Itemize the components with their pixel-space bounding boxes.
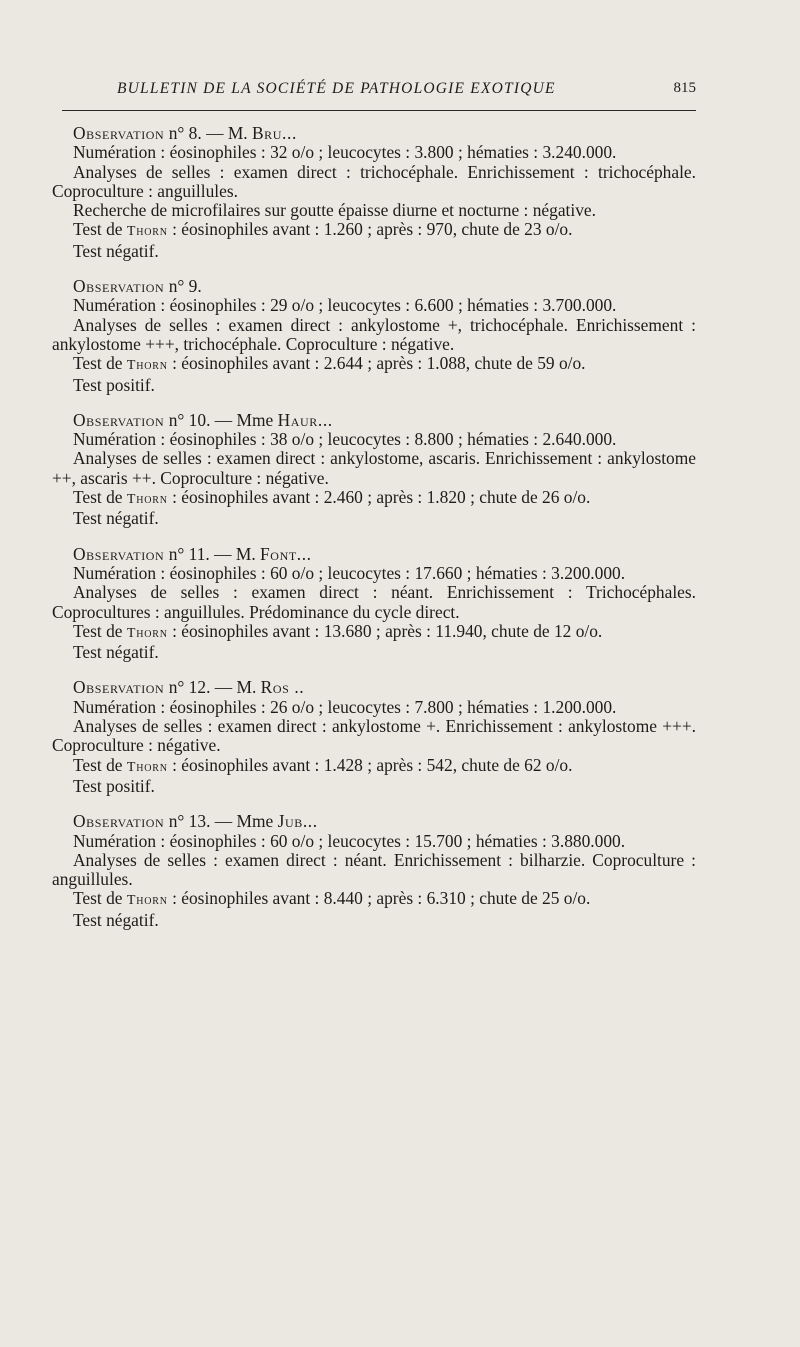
test-result: Test négatif. — [73, 642, 159, 663]
test-result: Test positif. — [73, 374, 155, 395]
microfilaires: Recherche de microfilaires sur goutte épaisse diurne et nocturne : négative. — [73, 200, 596, 221]
test-result: Test négatif. — [73, 909, 159, 930]
analyses-selles: Analyses de selles : examen direct : ankylostome +, trichocéphale. Enrichissement : ankylostome +++, trichocéphale. Coproculture : négative. — [52, 314, 696, 354]
numeration: Numération : éosinophiles : 60 o/o ; leucocytes : 17.660 ; hématies : 3.200.000. — [73, 562, 626, 583]
observation-11 — [52, 545, 696, 663]
numeration: Numération : éosinophiles : 29 o/o ; leucocytes : 6.600 ; hématies : 3.700.000. — [73, 295, 617, 316]
thorn-test: Test de Thorn : éosinophiles avant : 1.428 ; après : 542, chute de 62 o/o. — [73, 754, 573, 775]
observation-title: Observation n° 13. — Mme Jub... — [73, 811, 318, 832]
page-number: 815 — [673, 80, 696, 96]
thorn-test: Test de Thorn : éosinophiles avant : 1.260 ; après : 970, chute de 23 o/o. — [73, 219, 573, 240]
observation-13 — [52, 812, 696, 930]
thorn-test: Test de Thorn : éosinophiles avant : 2.644 ; après : 1.088, chute de 59 o/o. — [73, 353, 586, 374]
observation-title: Observation n° 12. — M. Ros .. — [73, 677, 305, 698]
analyses-selles: Analyses de selles : examen direct : néant. Enrichissement : Trichocéphales. Coprocultures : anguillules. Prédominance du cycle direct. — [52, 582, 696, 622]
thorn-test: Test de Thorn : éosinophiles avant : 13.680 ; après : 11.940, chute de 12 o/o. — [73, 620, 603, 641]
analyses-selles: Analyses de selles : examen direct : ankylostome, ascaris. Enrichissement : ankylostome ++, ascaris ++. Coproculture : négative. — [52, 448, 696, 488]
observation-title: Observation n° 8. — M. Bru... — [73, 123, 297, 143]
header-rule — [62, 110, 696, 111]
observation-title: Observation n° 10. — Mme Haur... — [73, 409, 333, 430]
observation-title: Observation n° 11. — M. Font... — [73, 543, 312, 564]
running-head: BULLETIN DE LA SOCIÉTÉ DE PATHOLOGIE EXOTIQUE — [117, 80, 556, 97]
thorn-test: Test de Thorn : éosinophiles avant : 2.460 ; après : 1.820 ; chute de 26 o/o. — [73, 487, 591, 508]
observation-9 — [52, 277, 696, 395]
numeration: Numération : éosinophiles : 60 o/o ; leucocytes : 15.700 ; hématies : 3.880.000. — [73, 830, 626, 851]
observation-8 — [52, 124, 696, 261]
observation-12 — [52, 678, 696, 796]
analyses-selles: Analyses de selles : examen direct : trichocéphale. Enrichissement : trichocéphale. Coproculture : anguillules. — [52, 161, 696, 201]
numeration: Numération : éosinophiles : 32 o/o ; leucocytes : 3.800 ; hématies : 3.240.000. — [73, 142, 617, 163]
observation-title: Observation n° 9. — [73, 276, 202, 297]
test-result: Test négatif. — [73, 508, 159, 529]
test-result: Test négatif. — [73, 240, 159, 261]
observation-10 — [52, 411, 696, 529]
analyses-selles: Analyses de selles : examen direct : néant. Enrichissement : bilharzie. Coproculture : anguillules. — [52, 849, 696, 890]
numeration: Numération : éosinophiles : 38 o/o ; leucocytes : 8.800 ; hématies : 2.640.000. — [73, 429, 617, 450]
article-body — [52, 124, 696, 946]
numeration: Numération : éosinophiles : 26 o/o ; leucocytes : 7.800 ; hématies : 1.200.000. — [73, 696, 617, 717]
analyses-selles: Analyses de selles : examen direct : ankylostome +. Enrichissement : ankylostome +++. Coproculture : négative. — [52, 716, 696, 756]
page-header — [62, 80, 696, 104]
thorn-test: Test de Thorn : éosinophiles avant : 8.440 ; après : 6.310 ; chute de 25 o/o. — [73, 888, 591, 909]
test-result: Test positif. — [73, 775, 155, 796]
